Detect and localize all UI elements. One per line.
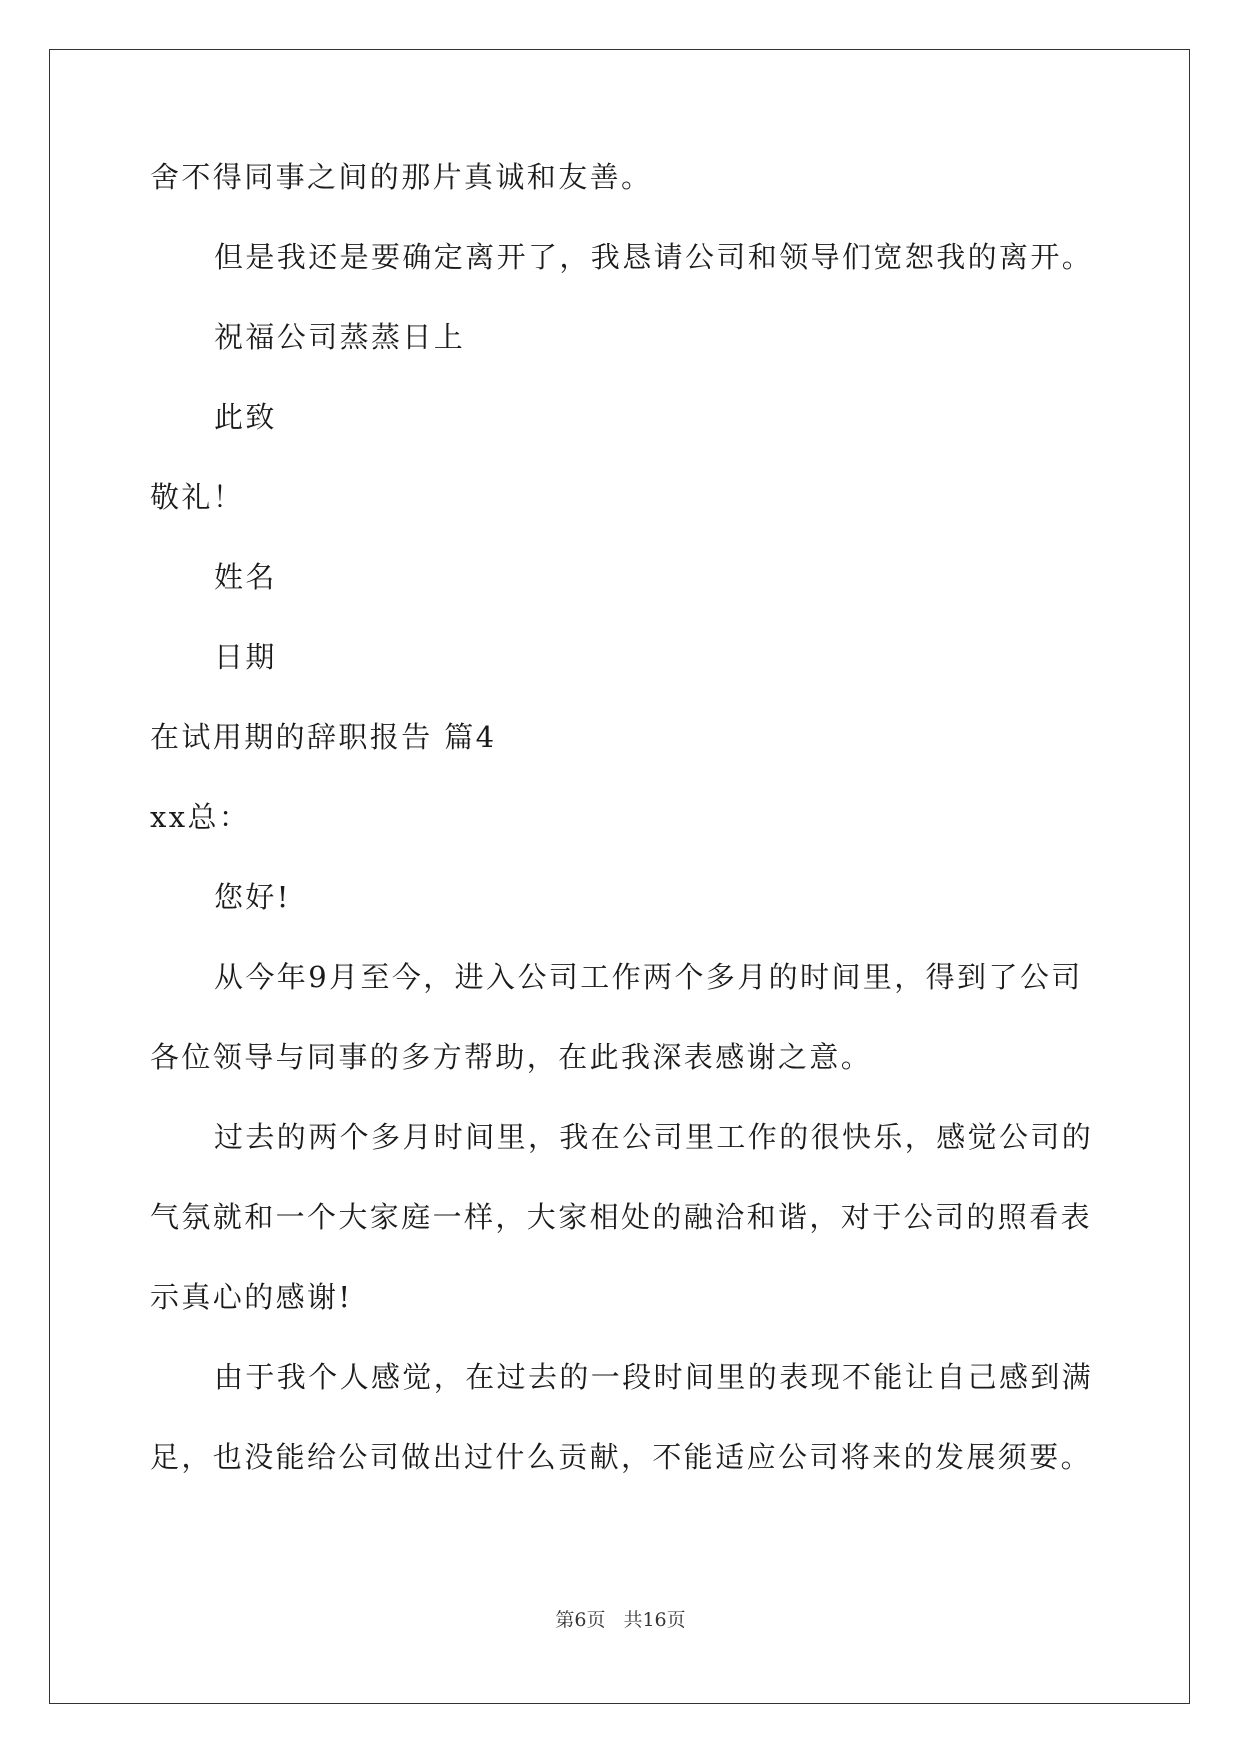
paragraph-line: 示真心的感谢! [150,1280,353,1314]
paragraph-line: 过去的两个多月时间里，我在公司里工作的很快乐，感觉公司的 [214,1120,1094,1154]
paragraph-line: 从今年9月至今，进入公司工作两个多月的时间里，得到了公司 [214,960,1083,994]
signature-date: 日期 [214,640,277,674]
closing-line: 此致 [214,400,277,434]
greeting: 您好! [214,880,291,914]
blessing-line: 祝福公司蒸蒸日上 [214,320,466,354]
paragraph-line: 足，也没能给公司做出过什么贡献，不能适应公司将来的发展须要。 [150,1440,1093,1474]
page-number-total: 共16页 [623,1609,686,1631]
salutation-closing: 敬礼！ [150,480,245,514]
addressee: xx总： [150,800,251,834]
page-number-current: 第6页 [555,1609,606,1631]
page-footer [0,1608,1241,1632]
paragraph-line: 气氛就和一个大家庭一样，大家相处的融洽和谐，对于公司的照看表 [150,1200,1093,1234]
paragraph-line: 但是我还是要确定离开了，我恳请公司和领导们宽恕我的离开。 [214,240,1094,274]
paragraph-line: 由于我个人感觉，在过去的一段时间里的表现不能让自己感到满 [214,1360,1094,1394]
paragraph-line: 舍不得同事之间的那片真诚和友善。 [150,160,653,194]
signature-name: 姓名 [214,560,277,594]
section-title: 在试用期的辞职报告 篇4 [150,720,497,754]
paragraph-line: 各位领导与同事的多方帮助，在此我深表感谢之意。 [150,1040,873,1074]
